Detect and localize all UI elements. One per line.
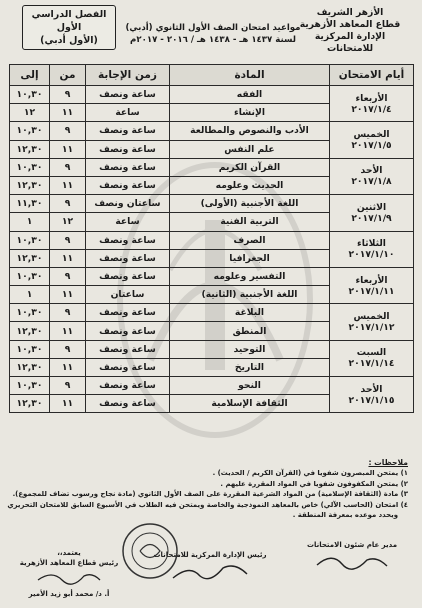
- duration-cell: ساعة ونصف: [86, 322, 170, 340]
- end-time-cell: ١٢,٣٠: [10, 322, 50, 340]
- table-header-row: [10, 65, 414, 86]
- exam-day-date: ٢٠١٧/١/٩: [351, 212, 392, 224]
- note-line: ٤) امتحان (الحاسب الآلي) خاص بالمعاهد النموذجية والخاصة ويمتحن فيه الطلاب في الأسبوع السابق للامتحان التحريري: [7, 500, 408, 509]
- signature-approval: يعتمد،،: [57, 549, 81, 557]
- start-time-cell: ٩: [50, 340, 86, 358]
- signature-name: أ. د/ محمد أبو زيد الأمير: [28, 590, 110, 598]
- handwritten-signature-icon: [312, 550, 392, 572]
- subject-cell: المنطق: [170, 322, 330, 340]
- exam-day-cell: [330, 340, 414, 376]
- start-time-cell: ١١: [50, 395, 86, 413]
- duration-cell: ساعة ونصف: [86, 231, 170, 249]
- start-time-cell: ٩: [50, 267, 86, 285]
- exam-day-cell: [330, 377, 414, 413]
- duration-cell: ساعة ونصف: [86, 86, 170, 104]
- exam-day-name: الخميس: [353, 310, 390, 322]
- col-header-duration: زمن الإجابة: [86, 65, 170, 86]
- exam-day-name: الأحد: [360, 165, 383, 177]
- start-time-cell: ١١: [50, 249, 86, 267]
- schedule-title: [118, 22, 308, 46]
- signature-title: مدير عام شئون الامتحانات: [306, 541, 398, 549]
- signature-sector-head: [14, 548, 124, 599]
- end-time-cell: ١٢,٣٠: [10, 176, 50, 194]
- start-time-cell: ١١: [50, 286, 86, 304]
- exam-day-name: الخميس: [353, 129, 390, 141]
- exam-day-name: الأربعاء: [355, 92, 388, 104]
- start-time-cell: ٩: [50, 158, 86, 176]
- table-row: [10, 377, 414, 395]
- subject-cell: الثقافة الإسلامية: [170, 395, 330, 413]
- grade-label: (الأول أدبي): [40, 35, 98, 46]
- col-header-subject: المادة: [170, 65, 330, 86]
- end-time-cell: ١: [10, 286, 50, 304]
- end-time-cell: ١٠,٣٠: [10, 267, 50, 285]
- signature-exams-director: [292, 540, 412, 575]
- exam-day-name: الاثنين: [356, 201, 387, 213]
- end-time-cell: ١: [10, 213, 50, 231]
- subject-cell: الفقه: [170, 86, 330, 104]
- end-time-cell: ١٢: [10, 104, 50, 122]
- term-box: [22, 5, 116, 50]
- start-time-cell: ٩: [50, 231, 86, 249]
- institution-line-1: الأزهر الشريف: [316, 7, 384, 18]
- exam-day-name: الأحد: [360, 383, 383, 395]
- subject-cell: التفسير وعلومه: [170, 267, 330, 285]
- end-time-cell: ١٠,٣٠: [10, 377, 50, 395]
- note-line: ٣) مادة (الثقافة الإسلامية) من المواد الشرعية المقررة على الصف الأول الثانوي (مادة نجاح ورسوب تضاف للمجموع).: [12, 490, 408, 499]
- table-row: [10, 267, 414, 285]
- start-time-cell: ٩: [50, 377, 86, 395]
- term-label: الفصل الدراسي الأول: [31, 9, 107, 33]
- signature-title: رئيس الإدارة المركزية للامتحانات: [153, 551, 267, 559]
- exam-day-name: الأربعاء: [355, 274, 388, 286]
- start-time-cell: ٩: [50, 304, 86, 322]
- end-time-cell: ١١,٣٠: [10, 195, 50, 213]
- duration-cell: ساعتان ونصف: [86, 195, 170, 213]
- institution-line-2: قطاع المعاهد الأزهرية: [299, 19, 401, 30]
- start-time-cell: ١١: [50, 176, 86, 194]
- institution-line-3: الإدارة المركزية للامتحانات: [314, 31, 386, 54]
- start-time-cell: ١١: [50, 322, 86, 340]
- end-time-cell: ١٠,٣٠: [10, 340, 50, 358]
- subject-cell: علم النفس: [170, 140, 330, 158]
- subject-cell: الجغرافيا: [170, 249, 330, 267]
- table-row: [10, 304, 414, 322]
- table-row: [10, 158, 414, 176]
- start-time-cell: ١٢: [50, 213, 86, 231]
- end-time-cell: ١٢,٣٠: [10, 249, 50, 267]
- end-time-cell: ١٠,٣٠: [10, 231, 50, 249]
- subject-cell: التربية الفنية: [170, 213, 330, 231]
- duration-cell: ساعة ونصف: [86, 395, 170, 413]
- notes-section: [7, 458, 408, 520]
- exam-day-date: ٢٠١٧/١/١٠: [348, 249, 395, 261]
- col-header-days: أيام الامتحان: [330, 65, 414, 86]
- duration-cell: ساعة ونصف: [86, 377, 170, 395]
- duration-cell: ساعة ونصف: [86, 267, 170, 285]
- exam-day-date: ٢٠١٧/١/٥: [351, 140, 392, 152]
- duration-cell: ساعة ونصف: [86, 304, 170, 322]
- start-time-cell: ١١: [50, 104, 86, 122]
- subject-cell: الإنشاء: [170, 104, 330, 122]
- start-time-cell: ١١: [50, 358, 86, 376]
- exam-day-cell: [330, 304, 414, 340]
- exam-day-date: ٢٠١٧/١/٤: [351, 103, 392, 115]
- duration-cell: ساعة ونصف: [86, 358, 170, 376]
- handwritten-signature-icon: [34, 568, 104, 586]
- notes-title: ملاحظات :: [368, 458, 408, 467]
- signature-title: رئيس قطاع المعاهد الأزهرية: [19, 559, 119, 567]
- subject-cell: اللغة الأجنبية (الثانية): [170, 286, 330, 304]
- col-header-from: من: [50, 65, 86, 86]
- end-time-cell: ١٠,٣٠: [10, 122, 50, 140]
- exam-day-cell: [330, 122, 414, 158]
- exam-day-date: ٢٠١٧/١/١٥: [348, 394, 395, 406]
- duration-cell: ساعة ونصف: [86, 340, 170, 358]
- subject-cell: الأدب والنصوص والمطالعة: [170, 122, 330, 140]
- subject-cell: القرآن الكريم: [170, 158, 330, 176]
- duration-cell: ساعتان: [86, 286, 170, 304]
- duration-cell: ساعة ونصف: [86, 140, 170, 158]
- official-stamp-icon: [120, 520, 180, 582]
- subject-cell: التاريخ: [170, 358, 330, 376]
- exam-day-name: السبت: [356, 347, 387, 359]
- subject-cell: التوحيد: [170, 340, 330, 358]
- end-time-cell: ١٠,٣٠: [10, 304, 50, 322]
- note-line: ١) يمتحن المبصرون شفويا في (القرآن الكريم / الحديث) .: [212, 469, 408, 478]
- end-time-cell: ١٢,٣٠: [10, 140, 50, 158]
- end-time-cell: ١٠,٣٠: [10, 86, 50, 104]
- end-time-cell: ١٢,٣٠: [10, 358, 50, 376]
- note-line: ويحدد موعده بمعرفة المنطقة .: [292, 511, 398, 520]
- col-header-to: إلى: [10, 65, 50, 86]
- duration-cell: ساعة: [86, 104, 170, 122]
- exam-day-cell: [330, 195, 414, 231]
- title-line-1: مواعيد امتحان الصف الأول الثانوي (أدبي): [125, 23, 301, 33]
- start-time-cell: ٩: [50, 86, 86, 104]
- exam-day-name: الثلاثاء: [357, 238, 386, 250]
- duration-cell: ساعة ونصف: [86, 158, 170, 176]
- table-row: [10, 231, 414, 249]
- table-row: [10, 86, 414, 104]
- exam-day-cell: [330, 267, 414, 303]
- duration-cell: ساعة ونصف: [86, 122, 170, 140]
- end-time-cell: ١٢,٣٠: [10, 395, 50, 413]
- exam-day-cell: [330, 231, 414, 267]
- subject-cell: الحديث وعلومه: [170, 176, 330, 194]
- end-time-cell: ١٠,٣٠: [10, 158, 50, 176]
- start-time-cell: ٩: [50, 195, 86, 213]
- table-row: [10, 340, 414, 358]
- duration-cell: ساعة: [86, 213, 170, 231]
- start-time-cell: ١١: [50, 140, 86, 158]
- schedule-table: [9, 64, 414, 413]
- subject-cell: الصرف: [170, 231, 330, 249]
- subject-cell: البلاغة: [170, 304, 330, 322]
- exam-day-cell: [330, 86, 414, 122]
- exam-day-cell: [330, 158, 414, 194]
- exam-day-date: ٢٠١٧/١/١٤: [348, 358, 395, 370]
- table-row: [10, 122, 414, 140]
- exam-day-date: ٢٠١٧/١/١٢: [348, 321, 395, 333]
- start-time-cell: ٩: [50, 122, 86, 140]
- institution-header: [292, 7, 408, 55]
- subject-cell: النحو: [170, 377, 330, 395]
- title-line-2: لسنة ١٤٣٧ هـ - ١٤٣٨ هـ / ٢٠١٦ - ٢٠١٧م: [130, 35, 296, 45]
- duration-cell: ساعة ونصف: [86, 176, 170, 194]
- table-row: [10, 195, 414, 213]
- schedule-body: [10, 86, 414, 413]
- note-line: ٢) يمتحن المكفوفون شفويا في المواد المقررة عليهم .: [220, 479, 408, 488]
- subject-cell: اللغة الأجنبية (الأولى): [170, 195, 330, 213]
- exam-day-date: ٢٠١٧/١/١١: [348, 285, 395, 297]
- exam-day-date: ٢٠١٧/١/٨: [351, 176, 392, 188]
- duration-cell: ساعة ونصف: [86, 249, 170, 267]
